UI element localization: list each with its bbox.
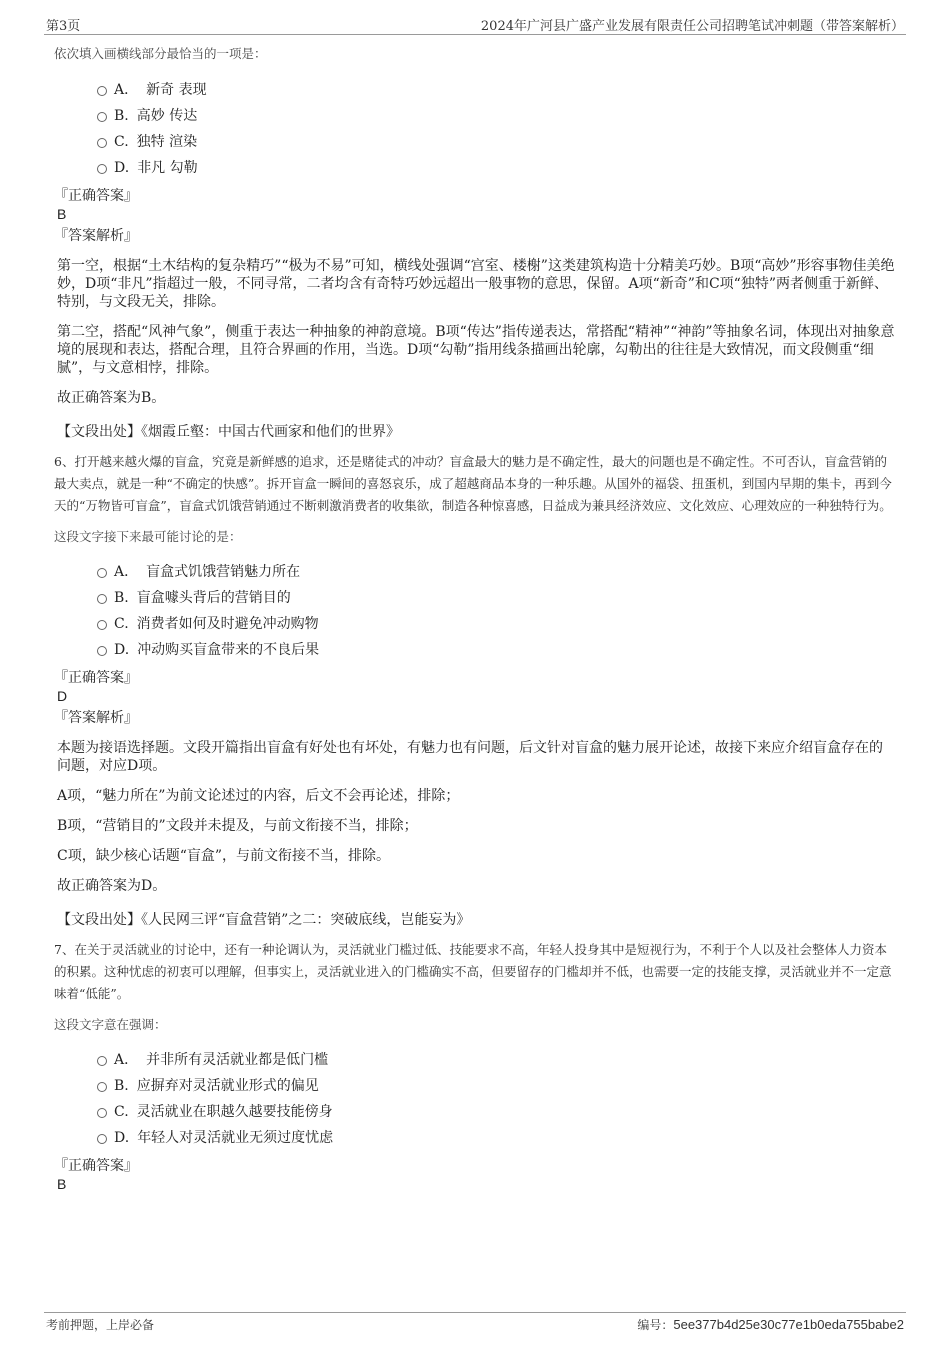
radio-icon[interactable] [97, 568, 107, 578]
page-footer [44, 1312, 906, 1337]
radio-icon[interactable] [97, 1082, 107, 1092]
q6-analysis-3: B项，“营销目的”文段并未提及，与前文衔接不当，排除； [57, 818, 418, 834]
document-id-value: 5ee377b4d25e30c77e1b0eda755babe2 [673, 1317, 904, 1332]
q7-option-c[interactable]: C. 灵活就业在职越久越要技能傍身 [54, 1099, 896, 1125]
q6-option-a[interactable]: A． 盲盒式饥饿营销魅力所在 [54, 559, 896, 585]
q5-options [54, 77, 896, 181]
radio-icon[interactable] [97, 112, 107, 122]
q5-analysis-label: 『答案解析』 [54, 228, 138, 244]
q5-option-a[interactable]: A． 新奇 表现 [54, 77, 896, 103]
document-title: 2024年广河县广盛产业发展有限责任公司招聘笔试冲刺题（带答案解析） [480, 19, 904, 34]
q6-answer: D [57, 688, 68, 704]
q5-prompt: 依次填入画横线部分最恰当的一项是： [54, 46, 267, 61]
radio-icon[interactable] [97, 646, 107, 656]
q6-options [54, 559, 896, 663]
radio-icon[interactable] [97, 138, 107, 148]
q7-answer-label: 『正确答案』 [54, 1158, 138, 1174]
radio-icon[interactable] [97, 1134, 107, 1144]
q6-option-c[interactable]: C. 消费者如何及时避免冲动购物 [54, 611, 896, 637]
radio-icon[interactable] [97, 594, 107, 604]
q6-analysis-label: 『答案解析』 [54, 710, 138, 726]
radio-icon[interactable] [97, 1056, 107, 1066]
q7-stem: 7、在关于灵活就业的讨论中，还有一种论调认为，灵活就业门槛过低、技能要求不高，年轻人投身其中是短视行为，不利于个人以及社会整体人力资本的积累。这种忧虑的初衷可以理解，但事实上，灵活就业进入的门槛确实不高，但要留存的门槛却并不低，也需要一定的技能支撑，灵活就业并不一定意味着“低能”。 [54, 942, 892, 1001]
document-id [637, 1316, 904, 1333]
q5-option-b[interactable]: B. 高妙 传达 [54, 103, 896, 129]
q6-analysis-4: C项，缺少核心话题“盲盒”，与前文衔接不当，排除。 [57, 848, 391, 864]
q7-options [54, 1047, 896, 1151]
radio-icon[interactable] [97, 86, 107, 96]
q7-option-d[interactable]: D. 年轻人对灵活就业无须过度忧虑 [54, 1125, 896, 1151]
q7-answer: B [57, 1176, 67, 1192]
q6-analysis-2: A项，“魅力所在”为前文论述过的内容，后文不会再论述，排除； [57, 788, 460, 804]
page-number: 第3页 [46, 19, 81, 34]
q5-option-d[interactable]: D. 非凡 勾勒 [54, 155, 896, 181]
q5-analysis-3: 故正确答案为B。 [57, 390, 166, 406]
q6-prompt: 这段文字接下来最可能讨论的是： [54, 529, 242, 544]
q6-analysis-1: 本题为接语选择题。文段开篇指出盲盒有好处也有坏处，有魅力也有问题，后文针对盲盒的魅力展开论述，故接下来应介绍盲盒存在的问题，对应D项。 [57, 740, 883, 774]
page-header [44, 14, 906, 35]
q6-answer-label: 『正确答案』 [54, 670, 138, 686]
q6-option-d[interactable]: D. 冲动购买盲盒带来的不良后果 [54, 637, 896, 663]
q7-option-a[interactable]: A． 并非所有灵活就业都是低门槛 [54, 1047, 896, 1073]
q6-option-b[interactable]: B. 盲盒噱头背后的营销目的 [54, 585, 896, 611]
q5-analysis-2: 第二空，搭配“风神气象”，侧重于表达一种抽象的神韵意境。B项“传达”指传递表达，常搭配“精神”“神韵”等抽象名词，体现出对抽象意境的展现和表达，搭配合理，且符合界画的作用，当选。D项“勾勒”指用线条描画出轮廓，勾勒出的往往是大致情况，而文段侧重“细腻”，与文意相悖，排除。 [57, 324, 895, 376]
radio-icon[interactable] [97, 620, 107, 630]
q7-option-b[interactable]: B. 应摒弃对灵活就业形式的偏见 [54, 1073, 896, 1099]
q6-analysis-5: 故正确答案为D。 [57, 878, 167, 894]
q5-answer-label: 『正确答案』 [54, 188, 138, 204]
footer-slogan: 考前押题，上岸必备 [46, 1318, 155, 1332]
q5-source: 【文段出处】《烟霞丘壑：中国古代画家和他们的世界》 [57, 424, 400, 440]
q6-stem: 6、打开越来越火爆的盲盒，究竟是新鲜感的追求，还是赌徒式的冲动？盲盒最大的魅力是不确定性，最大的问题也是不确定性。不可否认，盲盒营销的最大卖点，就是一种“不确定的快感”。拆开盲盒一瞬间的喜怒哀乐，成了超越商品本身的一种乐趣。从国外的福袋、扭蛋机，到国内早期的集卡，再到今天的“万物皆可盲盒”，盲盒式饥饿营销通过不断刺激消费者的收集欲，制造各种惊喜感，日益成为兼具经济效应、文化效应、心理效应的一种独特行为。 [54, 454, 892, 513]
q5-option-c[interactable]: C. 独特 渲染 [54, 129, 896, 155]
q5-answer: B [57, 206, 67, 222]
q7-prompt: 这段文字意在强调： [54, 1017, 167, 1032]
radio-icon[interactable] [97, 164, 107, 174]
radio-icon[interactable] [97, 1108, 107, 1118]
document-id-label: 编号： [637, 1318, 674, 1332]
q5-analysis-1: 第一空，根据“土木结构的复杂精巧”“极为不易”可知，横线处强调“宫室、楼榭”这类建筑构造十分精美巧妙。B项“高妙”形容事物佳美绝妙，D项“非凡”指超过一般，不同寻常，二者均含有奇特巧妙远超出一般事物的意思，保留。A项“新奇”和C项“独特”两者侧重于新鲜、特别，与文段无关，排除。 [57, 258, 895, 310]
q6-source: 【文段出处】《人民网三评“盲盒营销”之二：突破底线，岂能妄为》 [57, 912, 471, 928]
document-body [54, 44, 896, 1193]
